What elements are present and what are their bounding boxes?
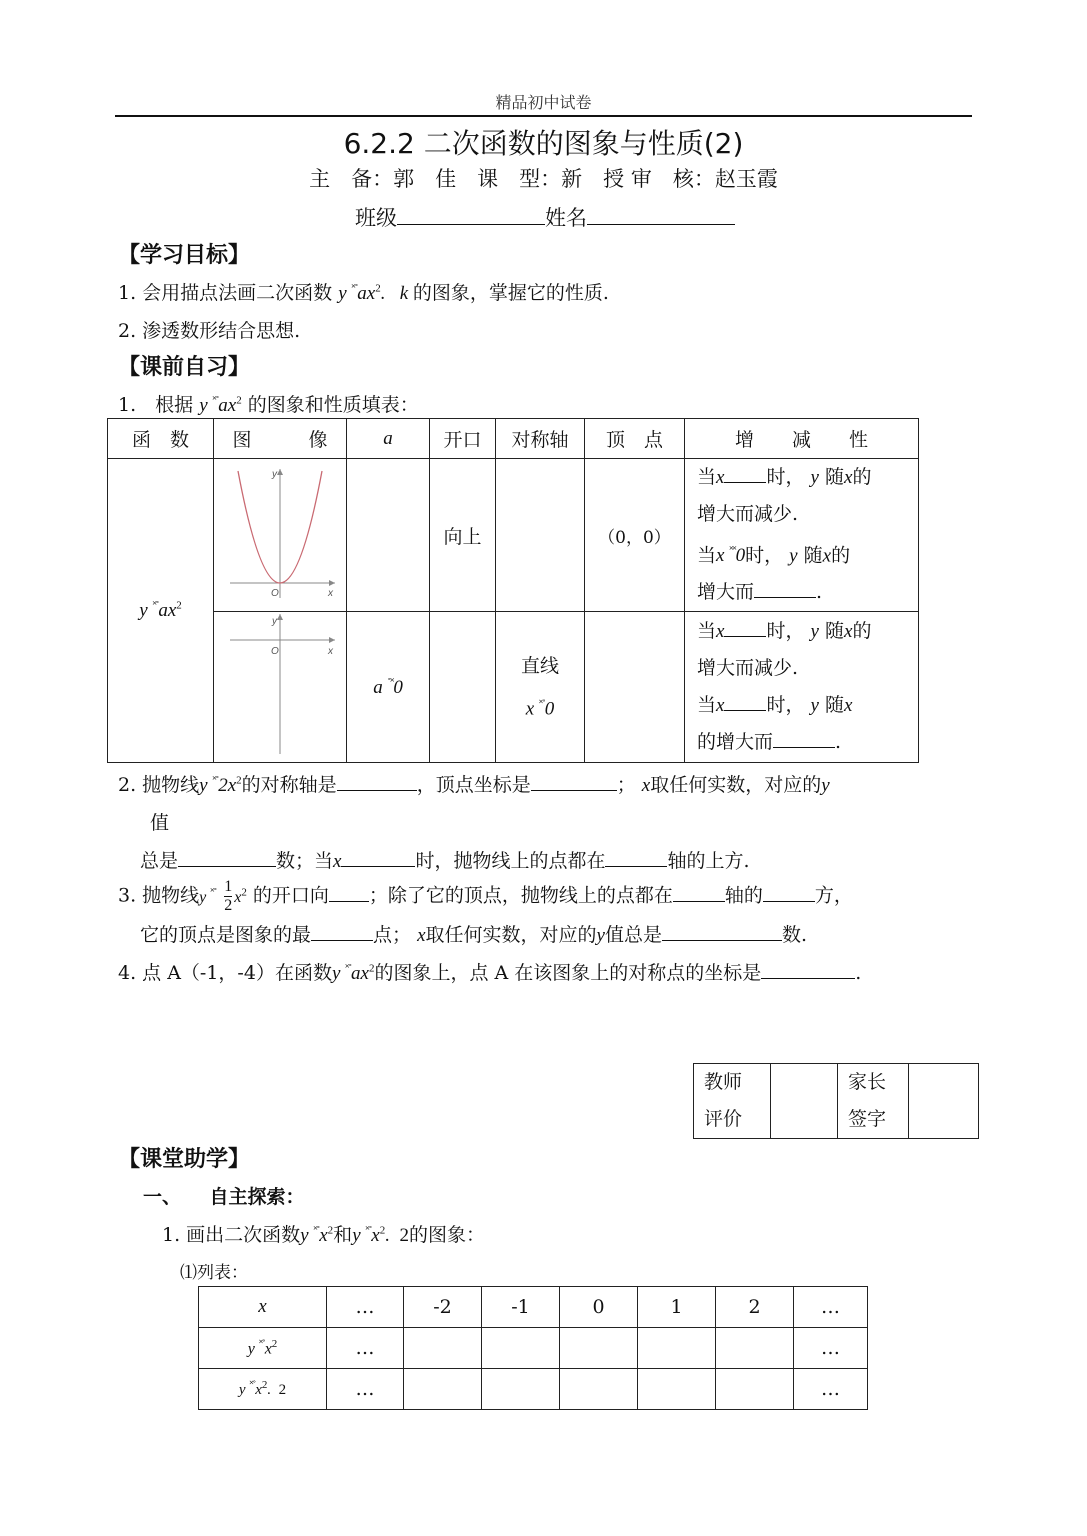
axis-cell-1[interactable] bbox=[496, 459, 585, 612]
author-info: 主 备：郭 佳 课 型：新 授 审 核：赵玉霞 bbox=[309, 167, 778, 191]
vt-x-cell: -1 bbox=[482, 1287, 560, 1328]
th-function: 函 数 bbox=[108, 419, 214, 459]
property-table bbox=[107, 418, 919, 763]
vt-x-cell: -2 bbox=[404, 1287, 482, 1328]
vt-row2-dots: … bbox=[327, 1369, 404, 1410]
monotonic-cell-1: 当x 时， y 随x的 增大而减少. 当x ˟˟0时， y 随x的 增大而 . bbox=[685, 459, 919, 612]
preview-q3-line2: 它的顶点是图象的最 点； x取任何实数，对应的y值总是 数. bbox=[140, 924, 808, 946]
vt-x-cell: 1 bbox=[638, 1287, 716, 1328]
vt-row1-input[interactable] bbox=[404, 1328, 482, 1369]
section-preview: 【课前自习】 bbox=[118, 355, 251, 380]
goal1-suffix: 的图象，掌握它的性质. bbox=[412, 282, 609, 304]
th-vertex: 顶 点 bbox=[585, 419, 685, 459]
preview-q3-line1: 3. 抛物线y ˟˚ $\frac{1}{2}$ $x^2$ 的开口向 ；除了它的顶点，抛物线上的点都在 轴的 方， bbox=[118, 878, 853, 914]
vt-row1-dots: … bbox=[327, 1328, 404, 1369]
graph1-y-label: y bbox=[272, 468, 277, 480]
vt-x-cell: … bbox=[794, 1287, 868, 1328]
q1-prefix: 1. 根据 bbox=[118, 394, 194, 416]
page-header: 精品初中试卷 bbox=[495, 93, 592, 112]
th-monotonic: 增 减 性 bbox=[685, 419, 919, 459]
goal-item-1 bbox=[118, 278, 609, 305]
classroom-q1: 1. 画出二次函数y $^{˟˚}x^2$和y $^{˟˚}x^2$. 2的图象： bbox=[162, 1224, 485, 1246]
class-label: 班级 bbox=[355, 206, 397, 230]
formula-y-ax2-k: y $^{˟˚}ax^2$. k bbox=[338, 282, 413, 304]
vt-x-cell: 0 bbox=[560, 1287, 638, 1328]
formula-y-ax2: y $^{˟˚}ax^2$ bbox=[199, 394, 242, 416]
parent-sign-field[interactable] bbox=[909, 1064, 979, 1139]
th-graph: 图 像 bbox=[214, 419, 347, 459]
th-opening: 开口 bbox=[430, 419, 496, 459]
vt-row2-input[interactable] bbox=[482, 1369, 560, 1410]
graph1-x-label: x bbox=[328, 587, 333, 599]
preview-q2-line3: 总是 数；当x 时，抛物线上的点都在 轴的上方. bbox=[140, 850, 750, 872]
a-cell-2: a ˚˟0 bbox=[347, 612, 430, 763]
vertex-cell-2[interactable] bbox=[585, 612, 685, 763]
page-title: 6.2.2 二次函数的图象与性质(2) bbox=[343, 127, 744, 160]
vt-x-cell: … bbox=[327, 1287, 404, 1328]
parabola-down-axes bbox=[220, 612, 340, 757]
graph2-origin: O bbox=[271, 646, 279, 658]
vt-row2-dots-end: … bbox=[794, 1369, 868, 1410]
th-a: a bbox=[347, 419, 430, 459]
class-name-line bbox=[355, 202, 735, 232]
parabola-up-graph bbox=[220, 463, 340, 603]
graph-cell-down bbox=[214, 612, 347, 763]
vt-row2-input[interactable] bbox=[560, 1369, 638, 1410]
open-up-cell: 向上 bbox=[430, 459, 496, 612]
preview-q2-line1: 2. 抛物线y $^{˟˚}2x^2$的对称轴是 ，顶点坐标是 ； x取任何实数，对应的y bbox=[118, 774, 830, 796]
function-cell: y $^{˟˚}ax^2$ bbox=[108, 459, 214, 763]
axis-cell-2: 直线 x ˟˚0 bbox=[496, 612, 585, 763]
teacher-eval-label: 教师 评价 bbox=[694, 1064, 771, 1139]
th-axis: 对称轴 bbox=[496, 419, 585, 459]
vt-x-header: x bbox=[199, 1287, 327, 1328]
section-goals: 【学习目标】 bbox=[118, 243, 251, 268]
part-one-heading: 一、 自主探索： bbox=[143, 1186, 305, 1208]
vt-x-cell: 2 bbox=[716, 1287, 794, 1328]
header-rule bbox=[115, 115, 972, 117]
teacher-eval-field[interactable] bbox=[771, 1064, 838, 1139]
q1-suffix: 的图象和性质填表： bbox=[247, 394, 419, 416]
value-table bbox=[198, 1286, 868, 1410]
vt-row1-header: y $^{˟˚}x^2$ bbox=[199, 1328, 327, 1369]
class-blank[interactable] bbox=[397, 206, 545, 225]
monotonic-cell-2: 当x 时， y 随x的 增大而减少. 当x 时， y 随x 的增大而 . bbox=[685, 612, 919, 763]
name-label: 姓名 bbox=[545, 206, 587, 230]
open-cell-2[interactable] bbox=[430, 612, 496, 763]
graph2-y-label: y bbox=[272, 616, 277, 628]
evaluation-box bbox=[693, 1063, 979, 1139]
goal1-text: 1. 会用描点法画二次函数 bbox=[118, 282, 333, 304]
graph2-x-label: x bbox=[328, 646, 333, 658]
preview-q4: 4. 点 A（-1，-4）在函数y $^{˟˚}ax^2$的图象上，点 A 在该图象上的对称点的坐标是 . bbox=[118, 962, 862, 984]
sub-list-label: ⑴列表： bbox=[180, 1263, 248, 1283]
vt-row2-header: y $^{˟˚}x^2$. 2 bbox=[199, 1369, 327, 1410]
vt-row1-input[interactable] bbox=[638, 1328, 716, 1369]
vt-row1-dots-end: … bbox=[794, 1328, 868, 1369]
vt-row1-input[interactable] bbox=[716, 1328, 794, 1369]
a-cell-1[interactable] bbox=[347, 459, 430, 612]
vt-row2-input[interactable] bbox=[404, 1369, 482, 1410]
vt-row1-input[interactable] bbox=[482, 1328, 560, 1369]
section-classroom: 【课堂助学】 bbox=[118, 1147, 251, 1172]
vt-row1-input[interactable] bbox=[560, 1328, 638, 1369]
vt-row2-input[interactable] bbox=[638, 1369, 716, 1410]
graph-cell-up bbox=[214, 459, 347, 612]
preview-q1 bbox=[118, 390, 419, 417]
goal-item-2: 2. 渗透数形结合思想. bbox=[118, 320, 301, 342]
graph1-origin: O bbox=[271, 587, 279, 599]
preview-q2-line2: 值 bbox=[150, 812, 170, 834]
name-blank[interactable] bbox=[587, 206, 735, 225]
vt-row2-input[interactable] bbox=[716, 1369, 794, 1410]
parent-sign-label: 家长 签字 bbox=[838, 1064, 909, 1139]
vertex-cell: （0，0） bbox=[585, 459, 685, 612]
